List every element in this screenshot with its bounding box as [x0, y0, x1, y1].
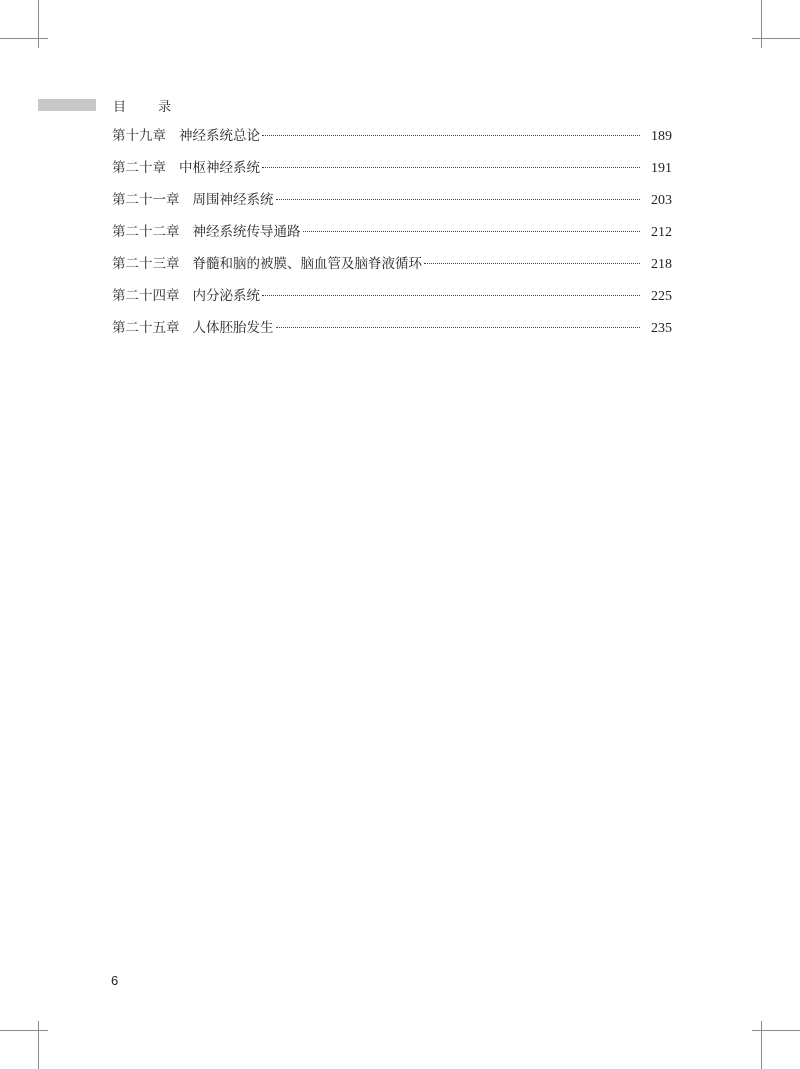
- toc-row[interactable]: [112, 318, 672, 350]
- toc-title: 周围神经系统: [192, 192, 274, 208]
- toc-leader: [424, 262, 640, 264]
- toc-chapter: 第二十章: [112, 160, 166, 176]
- toc-title: 神经系统传导通路: [192, 224, 301, 240]
- toc-leader: [276, 326, 641, 328]
- crop-mark: [752, 1030, 800, 1031]
- crop-mark: [38, 1021, 39, 1069]
- toc-leader: [262, 166, 640, 168]
- crop-mark: [0, 38, 48, 39]
- crop-mark: [38, 0, 39, 48]
- toc-row[interactable]: [112, 158, 672, 190]
- toc-leader: [262, 294, 640, 296]
- crop-mark: [0, 1030, 48, 1031]
- toc-chapter: 第二十二章: [112, 224, 180, 240]
- toc-page: 191: [651, 161, 672, 176]
- toc-leader: [262, 134, 640, 136]
- page-number: 6: [111, 973, 119, 988]
- toc-page: 225: [651, 289, 672, 304]
- toc-chapter: 第二十三章: [112, 256, 180, 272]
- toc-row[interactable]: [112, 286, 672, 318]
- header-bar: [38, 99, 96, 111]
- toc-row[interactable]: [112, 126, 672, 158]
- toc-title: 内分泌系统: [192, 288, 260, 304]
- toc-leader: [303, 230, 641, 232]
- toc-title: 神经系统总论: [179, 128, 260, 144]
- toc-title: 脊髓和脑的被膜、脑血管及脑脊液循环: [192, 256, 422, 272]
- toc-leader: [276, 198, 641, 200]
- table-of-contents: [112, 126, 672, 350]
- crop-mark: [752, 38, 800, 39]
- crop-mark: [761, 0, 762, 48]
- toc-page: 203: [651, 193, 672, 208]
- toc-title: 人体胚胎发生: [192, 320, 274, 336]
- toc-page: 218: [651, 257, 672, 272]
- toc-title: 中枢神经系统: [179, 160, 260, 176]
- toc-row[interactable]: [112, 190, 672, 222]
- toc-page: 235: [651, 321, 672, 336]
- toc-page: 189: [651, 129, 672, 144]
- toc-chapter: 第二十一章: [112, 192, 180, 208]
- toc-row[interactable]: [112, 254, 672, 286]
- toc-row[interactable]: [112, 222, 672, 254]
- toc-page: 212: [651, 225, 672, 240]
- toc-chapter: 第十九章: [112, 128, 166, 144]
- crop-mark: [761, 1021, 762, 1069]
- toc-chapter: 第二十五章: [112, 320, 180, 336]
- page-title: 目 录: [113, 100, 186, 115]
- toc-chapter: 第二十四章: [112, 288, 180, 304]
